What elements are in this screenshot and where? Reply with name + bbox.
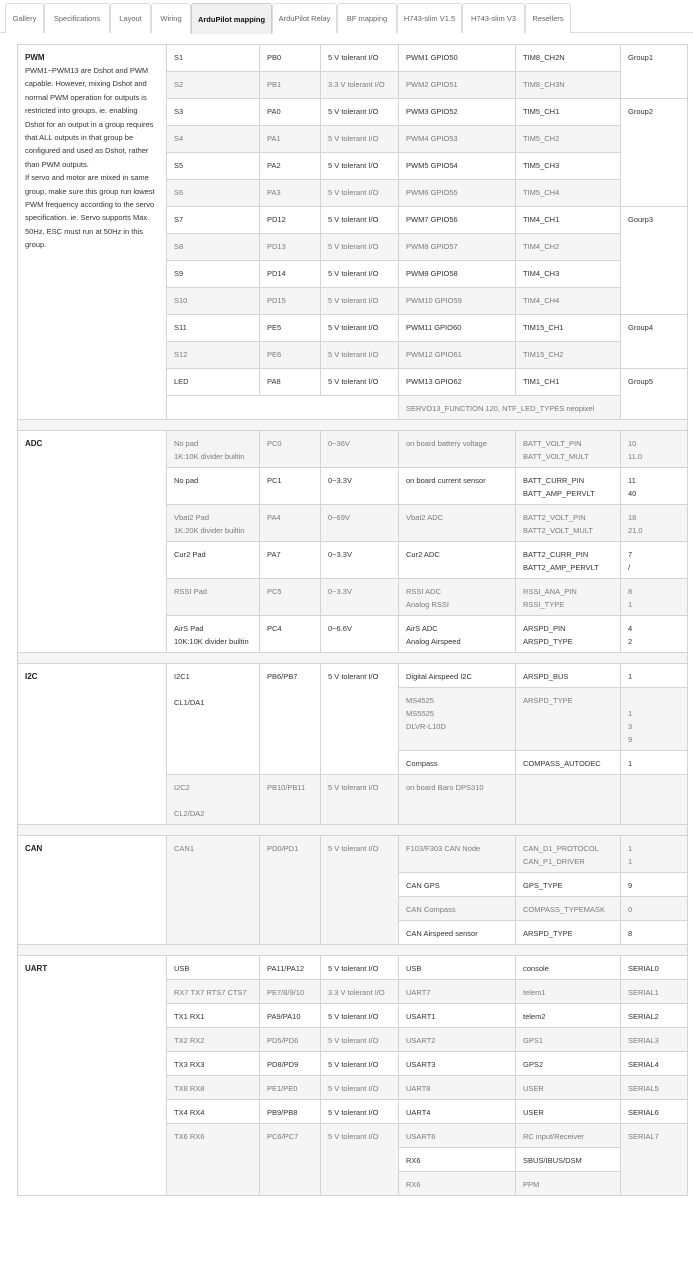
pwm-group-label: Group1 (621, 45, 688, 99)
table-row (18, 431, 688, 468)
table-cell: 4 2 (621, 616, 688, 653)
table-cell: TX2 RX2 (167, 1028, 260, 1052)
table-cell: PE5 (260, 315, 321, 342)
table-cell: on board Baro DPS310 (399, 775, 516, 825)
table-cell: PA11/PA12 (260, 956, 321, 980)
table-cell: RX6 (399, 1148, 516, 1172)
spacer-cell (18, 945, 688, 956)
tab-resellers[interactable]: Resellers (525, 3, 571, 33)
table-cell: No pad 1K:10K divider builtin (167, 431, 260, 468)
table-cell: 0 (621, 897, 688, 921)
table-cell: PWM5 GPIO54 (399, 153, 516, 180)
table-cell: PWM8 GPIO57 (399, 234, 516, 261)
table-cell: PWM2 GPIO51 (399, 72, 516, 99)
table-cell: PWM1 GPIO50 (399, 45, 516, 72)
table-cell: 5 V tolerant I/O (321, 1004, 399, 1028)
table-cell: S11 (167, 315, 260, 342)
table-cell: PC1 (260, 468, 321, 505)
table-cell: PWM9 GPIO58 (399, 261, 516, 288)
table-cell: RSSI_ANA_PIN RSSI_TYPE (516, 579, 621, 616)
spacer-cell (18, 420, 688, 431)
table-cell: TIM5_CH4 (516, 180, 621, 207)
adc-section-header (18, 431, 167, 653)
table-cell: 5 V tolerant I/O (321, 836, 399, 945)
table-cell: PWM10 GPIO59 (399, 288, 516, 315)
table-cell: S6 (167, 180, 260, 207)
table-cell: RC input/Receiver (516, 1124, 621, 1148)
table-cell: telem2 (516, 1004, 621, 1028)
table-cell: PA1 (260, 126, 321, 153)
table-cell: PA0 (260, 99, 321, 126)
spacer-cell (18, 653, 688, 664)
table-cell: SERIAL1 (621, 980, 688, 1004)
table-cell: 5 V tolerant I/O (321, 1124, 399, 1196)
table-cell: Cur2 ADC (399, 542, 516, 579)
table-cell: AirS Pad 10K:10K divider builtin (167, 616, 260, 653)
table-cell: 7 / (621, 542, 688, 579)
table-cell: S2 (167, 72, 260, 99)
table-cell: PA7 (260, 542, 321, 579)
table-cell: Vbat2 ADC (399, 505, 516, 542)
table-cell: TX1 RX1 (167, 1004, 260, 1028)
table-cell: USART2 (399, 1028, 516, 1052)
table-cell: ARSPD_PIN ARSPD_TYPE (516, 616, 621, 653)
table-cell: RX6 (399, 1172, 516, 1196)
table-cell: TIM15_CH1 (516, 315, 621, 342)
table-cell: 5 V tolerant I/O (321, 207, 399, 234)
table-cell: GPS_TYPE (516, 873, 621, 897)
table-cell: CAN1 (167, 836, 260, 945)
section-title: I2C (25, 672, 38, 681)
table-cell: 5 V tolerant I/O (321, 261, 399, 288)
table-cell: TX4 RX4 (167, 1100, 260, 1124)
table-cell: PD0/PD1 (260, 836, 321, 945)
table-cell: Vbat2 Pad 1K:20K divider builtin (167, 505, 260, 542)
section-description: PWM1~PWM13 are Dshot and PWM capable. However, mixing Dshot and normal PWM operation for outputs is restricted into groups, ie. enabling Dshot for an output in a group requires that ALL outputs in that group be configured and used as Dshot, rather than PWM outputs. If servo and motor are mixed in same group, make sure this group run lowest PWM frequency according to the servo specification. ie. Servo supports Max. 50Hz, ESC must run at 50Hz in this group. (25, 66, 155, 250)
table-cell: 5 V tolerant I/O (321, 288, 399, 315)
table-cell: GPS2 (516, 1052, 621, 1076)
table-row (18, 836, 688, 873)
uart-section-header (18, 956, 167, 1196)
table-cell: Compass (399, 751, 516, 775)
table-cell: GPS1 (516, 1028, 621, 1052)
table-cell (167, 396, 399, 420)
table-cell: TIM5_CH2 (516, 126, 621, 153)
table-cell: PA2 (260, 153, 321, 180)
can-section-header (18, 836, 167, 945)
section-spacer (18, 945, 688, 956)
table-cell: PD14 (260, 261, 321, 288)
table-cell: RSSI ADC Analog RSSI (399, 579, 516, 616)
table-cell: RX7 TX7 RTS7 CTS7 (167, 980, 260, 1004)
table-cell: UART4 (399, 1100, 516, 1124)
ardupilot-mapping-table (17, 44, 688, 1196)
table-cell: 8 1 (621, 579, 688, 616)
pwm-group-label: Group4 (621, 315, 688, 369)
table-cell: Cur2 Pad (167, 542, 260, 579)
table-cell: 0~3.3V (321, 542, 399, 579)
table-cell: USER (516, 1076, 621, 1100)
table-cell: S12 (167, 342, 260, 369)
table-cell: CAN GPS (399, 873, 516, 897)
table-cell: 10 11.0 (621, 431, 688, 468)
table-cell: 3.3 V tolerant I/O (321, 980, 399, 1004)
table-cell: console (516, 956, 621, 980)
table-cell: USB (399, 956, 516, 980)
table-cell: TIM15_CH2 (516, 342, 621, 369)
table-cell: PC0 (260, 431, 321, 468)
table-cell: I2C1 CL1/DA1 (167, 664, 260, 775)
table-cell: COMPASS_AUTODEC (516, 751, 621, 775)
table-cell: BATT2_CURR_PIN BATT2_AMP_PERVLT (516, 542, 621, 579)
table-cell: BATT_CURR_PIN BATT_AMP_PERVLT (516, 468, 621, 505)
table-cell: I2C2 CL2/DA2 (167, 775, 260, 825)
table-cell: UART7 (399, 980, 516, 1004)
table-cell: ARSPD_TYPE (516, 688, 621, 751)
section-title: UART (25, 964, 48, 973)
table-cell: COMPASS_TYPEMASK (516, 897, 621, 921)
table-row (18, 45, 688, 72)
table-cell: 1 1 (621, 836, 688, 873)
table-cell: PWM11 GPIO60 (399, 315, 516, 342)
table-cell: CAN Airspeed sensor (399, 921, 516, 945)
table-cell (516, 775, 621, 825)
table-cell: SERIAL4 (621, 1052, 688, 1076)
table-cell: TX3 RX3 (167, 1052, 260, 1076)
table-cell: 8 (621, 921, 688, 945)
table-cell: PWM4 GPIO53 (399, 126, 516, 153)
table-cell: S9 (167, 261, 260, 288)
table-cell: TIM5_CH1 (516, 99, 621, 126)
section-title: PWM (25, 53, 45, 62)
table-cell: PWM6 GPIO55 (399, 180, 516, 207)
table-cell: ARSPD_TYPE (516, 921, 621, 945)
table-cell: TIM4_CH4 (516, 288, 621, 315)
table-cell: 5 V tolerant I/O (321, 99, 399, 126)
table-cell: TIM8_CH2N (516, 45, 621, 72)
table-cell: PB9/PB8 (260, 1100, 321, 1124)
section-spacer (18, 420, 688, 431)
table-cell: TX8 RX8 (167, 1076, 260, 1100)
table-cell: CAN_D1_PROTOCOL CAN_P1_DRIVER (516, 836, 621, 873)
table-cell: PD15 (260, 288, 321, 315)
table-cell: SERIAL6 (621, 1100, 688, 1124)
table-cell: TX6 RX6 (167, 1124, 260, 1196)
table-row (18, 664, 688, 688)
table-cell: 5 V tolerant I/O (321, 342, 399, 369)
table-cell: PC5 (260, 579, 321, 616)
tab-h743-slim-v15[interactable]: H743-slim V1.5 (397, 3, 462, 33)
table-cell: 5 V tolerant I/O (321, 234, 399, 261)
table-cell: PB6/PB7 (260, 664, 321, 775)
table-cell: PE1/PE0 (260, 1076, 321, 1100)
table-cell: PD8/PD9 (260, 1052, 321, 1076)
section-title: CAN (25, 844, 43, 853)
table-cell: PC6/PC7 (260, 1124, 321, 1196)
table-cell: SERIAL7 (621, 1124, 688, 1196)
table-cell: 1 (621, 751, 688, 775)
table-cell: S7 (167, 207, 260, 234)
table-cell: USART6 (399, 1124, 516, 1148)
table-cell: PWM7 GPIO56 (399, 207, 516, 234)
table-cell: PWM13 GPIO62 (399, 369, 516, 396)
table-cell: PD5/PD6 (260, 1028, 321, 1052)
table-cell: 1 3 9 (621, 688, 688, 751)
table-cell: USART3 (399, 1052, 516, 1076)
pwm-group-label: Group2 (621, 99, 688, 207)
table-cell: PA3 (260, 180, 321, 207)
table-cell: TIM4_CH1 (516, 207, 621, 234)
table-cell: PB10/PB11 (260, 775, 321, 825)
table-row (18, 956, 688, 980)
tab-wiring[interactable]: Wiring (151, 3, 191, 33)
table-cell: CAN Compass (399, 897, 516, 921)
table-cell: SERIAL0 (621, 956, 688, 980)
table-cell: PA9/PA10 (260, 1004, 321, 1028)
table-cell: PWM3 GPIO52 (399, 99, 516, 126)
table-cell: 3.3 V tolerant I/O (321, 72, 399, 99)
table-cell: PE6 (260, 342, 321, 369)
table-cell: 5 V tolerant I/O (321, 1076, 399, 1100)
pwm-section-header (18, 45, 167, 420)
table-cell: 5 V tolerant I/O (321, 369, 399, 396)
table-cell: 1 (621, 664, 688, 688)
table-cell: AirS ADC Analog Airspeed (399, 616, 516, 653)
table-cell: TIM4_CH3 (516, 261, 621, 288)
table-cell: TIM8_CH3N (516, 72, 621, 99)
table-cell: BATT2_VOLT_PIN BATT2_VOLT_MULT (516, 505, 621, 542)
table-cell: F103/F303 CAN Node (399, 836, 516, 873)
table-cell: 5 V tolerant I/O (321, 1100, 399, 1124)
table-cell: telem1 (516, 980, 621, 1004)
table-cell: PWM12 GPIO61 (399, 342, 516, 369)
table-cell: PPM (516, 1172, 621, 1196)
table-cell: 0~3.3V (321, 468, 399, 505)
spacer-cell (18, 825, 688, 836)
table-cell: 0~36V (321, 431, 399, 468)
table-cell: PA8 (260, 369, 321, 396)
section-title: ADC (25, 439, 43, 448)
led-note: SERVO13_FUNCTION 120, NTF_LED_TYPES neopixel (399, 396, 621, 420)
table-cell: 5 V tolerant I/O (321, 956, 399, 980)
table-cell: USART1 (399, 1004, 516, 1028)
tab-specifications[interactable]: Specifications (44, 3, 110, 33)
tab-bf-mapping[interactable]: BF mapping (337, 3, 397, 33)
table-cell: 5 V tolerant I/O (321, 1052, 399, 1076)
table-cell: PD12 (260, 207, 321, 234)
table-cell: on board battery voltage (399, 431, 516, 468)
table-cell: PE7/8/9/10 (260, 980, 321, 1004)
i2c-section-header (18, 664, 167, 825)
table-cell: 0~3.3V (321, 579, 399, 616)
table-cell: S5 (167, 153, 260, 180)
tab-layout[interactable]: Layout (110, 3, 151, 33)
table-cell: PA4 (260, 505, 321, 542)
tab-ardupilot-relay[interactable]: ArduPilot Relay (272, 3, 337, 33)
table-cell: LED (167, 369, 260, 396)
table-cell: 5 V tolerant I/O (321, 775, 399, 825)
table-cell: TIM5_CH3 (516, 153, 621, 180)
tab-bar (0, 0, 693, 33)
table-cell: 11 40 (621, 468, 688, 505)
table-cell: PB1 (260, 72, 321, 99)
table-cell: on board current sensor (399, 468, 516, 505)
table-cell: SERIAL2 (621, 1004, 688, 1028)
table-cell: USER (516, 1100, 621, 1124)
table-cell: MS4525 MS5525 DLVR-L10D (399, 688, 516, 751)
table-cell: PD13 (260, 234, 321, 261)
tab-gallery[interactable]: Gallery (5, 3, 44, 33)
table-cell: TIM4_CH2 (516, 234, 621, 261)
tab-h743-slim-v3[interactable]: H743-slim V3 (462, 3, 525, 33)
table-cell: 5 V tolerant I/O (321, 45, 399, 72)
table-cell: 0~69V (321, 505, 399, 542)
table-cell: No pad (167, 468, 260, 505)
table-cell: S8 (167, 234, 260, 261)
table-cell: PC4 (260, 616, 321, 653)
tab-ardupilot-mapping[interactable]: ArduPilot mapping (191, 3, 272, 34)
table-cell: 5 V tolerant I/O (321, 315, 399, 342)
table-cell: BATT_VOLT_PIN BATT_VOLT_MULT (516, 431, 621, 468)
table-cell: 5 V tolerant I/O (321, 180, 399, 207)
table-cell: UART8 (399, 1076, 516, 1100)
table-cell: RSSI Pad (167, 579, 260, 616)
table-cell: S10 (167, 288, 260, 315)
pwm-group-label: Gourp3 (621, 207, 688, 315)
table-cell: 5 V tolerant I/O (321, 664, 399, 775)
table-cell: 18 21.0 (621, 505, 688, 542)
pwm-group-label: Group5 (621, 369, 688, 420)
table-cell: 5 V tolerant I/O (321, 153, 399, 180)
table-cell: 0~6.6V (321, 616, 399, 653)
table-cell: SBUS/IBUS/DSM (516, 1148, 621, 1172)
table-cell: USB (167, 956, 260, 980)
table-cell (621, 775, 688, 825)
table-cell: TIM1_CH1 (516, 369, 621, 396)
table-cell: ARSPD_BUS (516, 664, 621, 688)
section-spacer (18, 825, 688, 836)
table-cell: PB0 (260, 45, 321, 72)
table-cell: Digital Airspeed I2C (399, 664, 516, 688)
table-cell: SERIAL5 (621, 1076, 688, 1100)
table-cell: SERIAL3 (621, 1028, 688, 1052)
section-spacer (18, 653, 688, 664)
table-cell: S3 (167, 99, 260, 126)
table-cell: S1 (167, 45, 260, 72)
table-cell: S4 (167, 126, 260, 153)
table-cell: 5 V tolerant I/O (321, 126, 399, 153)
table-cell: 5 V tolerant I/O (321, 1028, 399, 1052)
table-cell: 9 (621, 873, 688, 897)
